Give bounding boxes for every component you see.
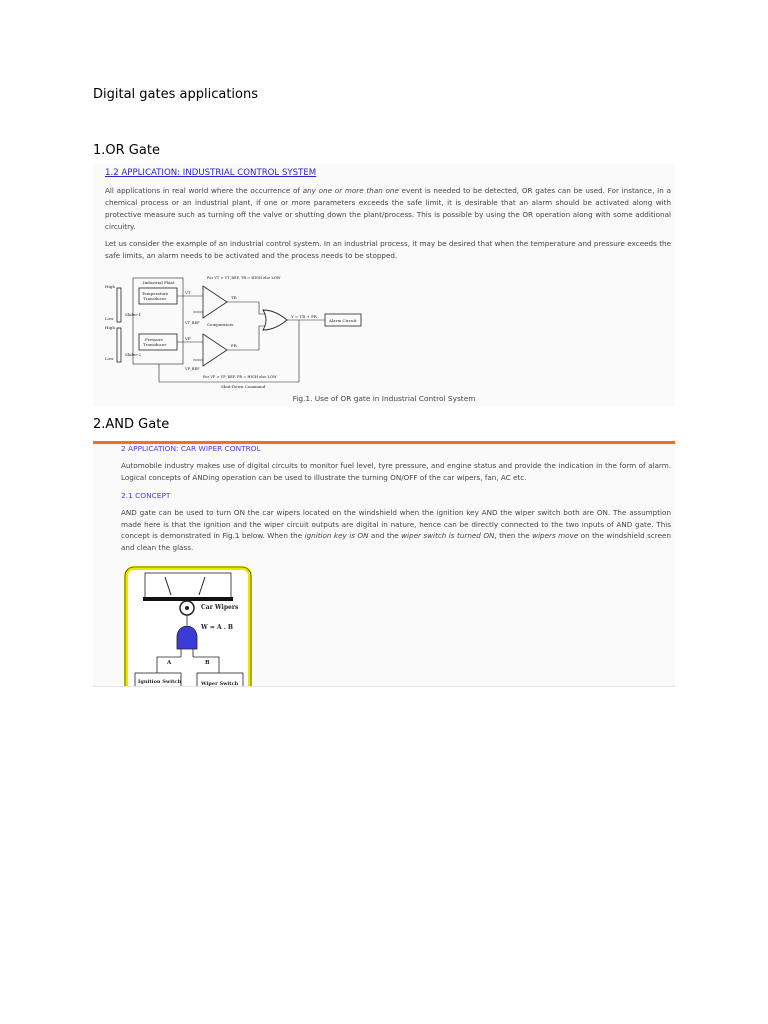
svg-text:Transducer: Transducer bbox=[143, 296, 167, 301]
high-label: High bbox=[105, 284, 115, 289]
condition-top: For VT > VT_REF, TR = HIGH else LOW bbox=[207, 276, 281, 280]
tr-label: TR bbox=[231, 295, 237, 300]
plant-label: Industrial Plant bbox=[143, 280, 175, 285]
temp-transducer-label: Temperature bbox=[142, 291, 169, 296]
or-gate-screenshot bbox=[93, 164, 675, 406]
paragraph: Let us consider the example of an industrial control system. In an industrial process, it may be desired that when the temperature and pressure exceeds the safe limits, an alarm needs to be activated and the process needs to be stopped. bbox=[105, 239, 671, 260]
and-gate-screenshot bbox=[93, 441, 675, 687]
doc-title: Digital gates applications bbox=[93, 87, 258, 102]
low-label: Low bbox=[105, 356, 114, 361]
vt-label: VT bbox=[185, 290, 191, 295]
vp-ref-label: VP_REF bbox=[185, 367, 200, 371]
application-link[interactable]: 1.2 APPLICATION: INDUSTRIAL CONTROL SYSTEM bbox=[105, 168, 317, 178]
paragraph: All applications in real world where the occurrence of any one or more than one event is needed to be detected, OR gates can be used. For instance, In a chemical process or an industrial plant, if one or more parameters exceeds the safe limit, it is desirable that an alarm should be activated along with protective measure such as turning off the valve or shutting down the plant/process. This is possible by using the OR operation along with some additional circuitry. bbox=[105, 186, 671, 231]
slider-label: Slider-2 bbox=[125, 352, 142, 357]
pressure-transducer-label: Pressure bbox=[145, 337, 163, 342]
paragraph: AND gate can be used to turn ON the car wipers located on the windshield when the ignition key AND the wiper switch both are ON. The assumption made here is that the ignition and the wiper circuit outputs are digital in nature, hence can be directly connected to the two inputs of AND gate. This concept is demonstrated in Fig.1 below. When the ignition key is ON and the wiper switch is turned ON, then the wipers move on the windshield screen and clean the glass. bbox=[121, 508, 671, 552]
and-expression: W = A . B bbox=[201, 624, 233, 631]
concept-heading: 2.1 CONCEPT bbox=[121, 491, 171, 500]
input-a-label: A bbox=[167, 660, 172, 666]
or-gate-diagram bbox=[103, 274, 393, 394]
pr-label: PR bbox=[231, 343, 237, 348]
output-expression: Y = TR + PR bbox=[291, 314, 317, 319]
input-b-label: B bbox=[205, 660, 210, 666]
svg-text:Transducer: Transducer bbox=[143, 342, 167, 347]
wiper-switch-label: Wiper Switch bbox=[201, 681, 239, 687]
ignition-switch-label: Ignition Switch bbox=[138, 679, 182, 685]
vt-ref-label: VT_REF bbox=[185, 321, 200, 325]
vp-label: VP bbox=[185, 336, 191, 341]
paragraph: Automobile industry makes use of digital circuits to monitor fuel level, tyre pressure, and engine status and provide the indication in the form of alarm. Logical concepts of ANDing operation can be used to illustrate the turning ON/OFF of the car wipers, fan, AC etc. bbox=[121, 461, 671, 482]
alarm-circuit-label: Alarm Circuit bbox=[329, 318, 357, 323]
application-link[interactable]: 2 APPLICATION: CAR WIPER CONTROL bbox=[121, 444, 261, 453]
section-heading-and: 2.AND Gate bbox=[93, 417, 170, 432]
comparators-label: Comparators bbox=[207, 322, 234, 327]
low-label: Low bbox=[105, 316, 114, 321]
slider-label: Slider-1 bbox=[125, 312, 142, 317]
shutdown-label: Shut-Down Command bbox=[221, 384, 266, 389]
section-heading-or: 1.OR Gate bbox=[93, 143, 160, 158]
condition-bottom: For VP > VP_REF, PR = HIGH else LOW bbox=[203, 375, 277, 379]
and-gate-diagram bbox=[123, 565, 255, 687]
figure-caption: Fig.1. Use of OR gate in Industrial Control System bbox=[292, 394, 476, 403]
high-label: High bbox=[105, 325, 115, 330]
car-wipers-label: Car Wipers bbox=[201, 604, 239, 611]
